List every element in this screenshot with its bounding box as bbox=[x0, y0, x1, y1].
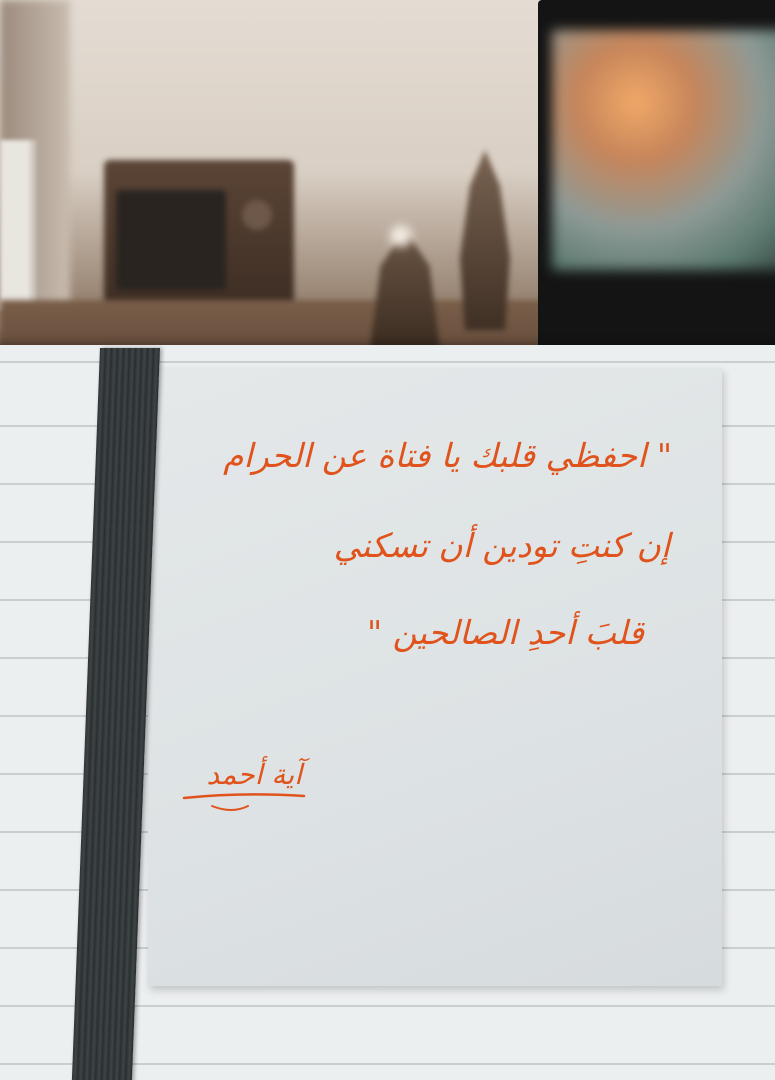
lantern-tall bbox=[460, 150, 510, 330]
lamp-icon bbox=[370, 150, 530, 350]
signature bbox=[182, 758, 312, 818]
note-line-2: إن كنتِ تودين أن تسكني bbox=[333, 526, 670, 565]
sticky-note bbox=[148, 368, 722, 986]
lantern-glow bbox=[390, 225, 412, 247]
lantern-small bbox=[370, 230, 440, 350]
radio-knob bbox=[242, 200, 272, 230]
signature-text: آية أحمد bbox=[206, 758, 302, 791]
radio-speaker bbox=[116, 190, 226, 290]
radio-icon bbox=[104, 160, 294, 310]
tv-icon bbox=[538, 0, 775, 370]
tv-screen bbox=[552, 30, 775, 270]
picture-frame bbox=[0, 140, 36, 310]
note-line-3: قلبَ أحدِ الصالحين " bbox=[367, 613, 644, 652]
note-line-1: " احفظي قلبك يا فتاة عن الحرام bbox=[223, 436, 672, 475]
signature-underline-icon bbox=[182, 788, 312, 828]
